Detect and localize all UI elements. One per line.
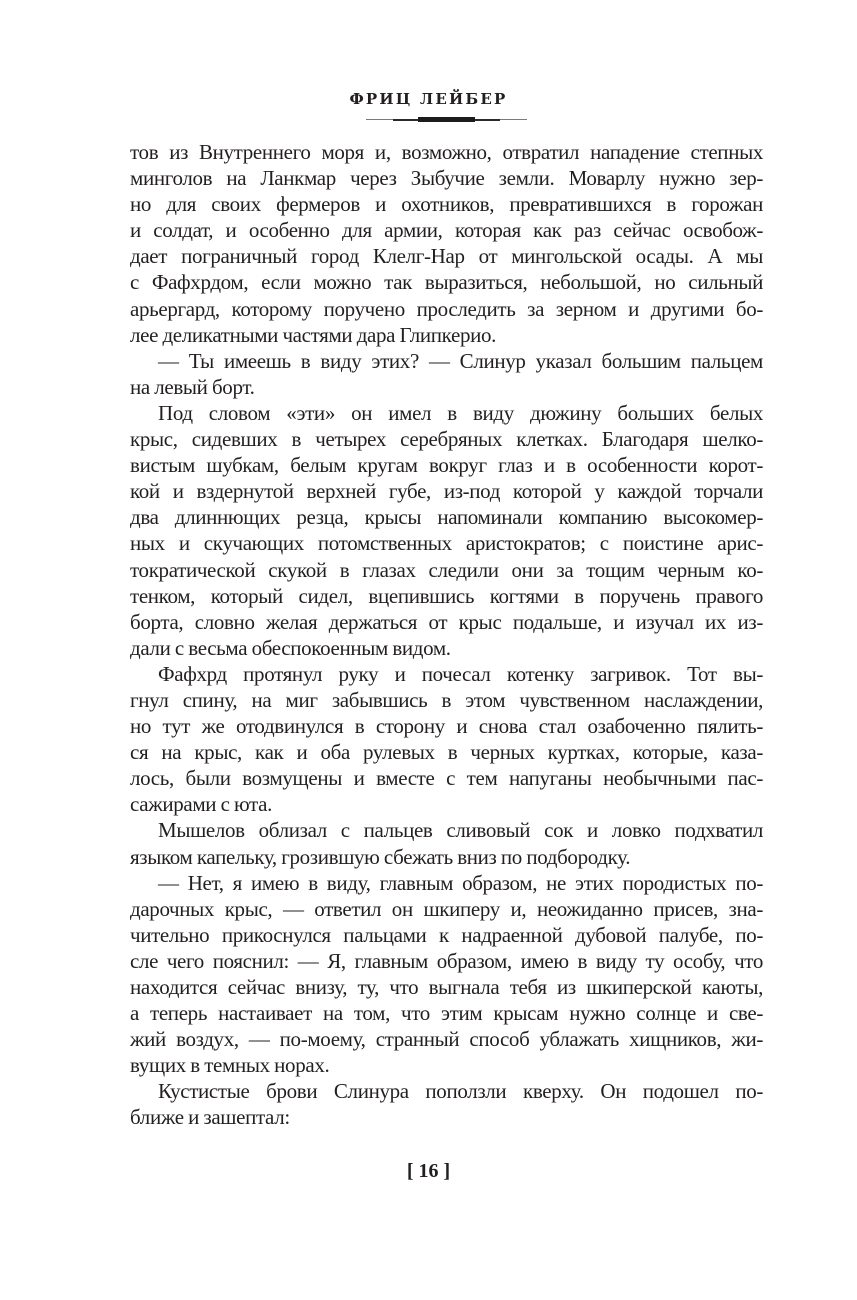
text-line: крыс, сидевших в четырех серебряных клетках. Благодаря шелко- — [130, 427, 763, 452]
text-line: тенком, который сидел, вцепившись когтями в поручень правого — [130, 583, 763, 608]
text-line: Фафхрд протянул руку и почесал котенку загривок. Тот вы- — [158, 661, 763, 686]
text-line: а теперь настаивает на том, что этим крысам нужно солнце и све- — [130, 1001, 763, 1026]
text-line: дарочных крыс, — ответил он шкиперу и, неожиданно присев, зна- — [130, 896, 763, 921]
text-line: — Ты имеешь в виду этих? — Слинур указал большим пальцем — [158, 348, 763, 373]
rule-thick-bar — [418, 117, 475, 122]
text-line: жий воздух, — по-моему, странный способ ублажать хищников, жи- — [130, 1027, 763, 1052]
text-line: с Фафхрдом, если можно так выразиться, небольшой, но сильный — [130, 270, 763, 295]
text-line: борта, словно желая держаться от крыс подальше, и изучал их из- — [130, 609, 763, 634]
text-line: чительно прикоснулся пальцами к надраенной дубовой палубе, по- — [130, 922, 763, 947]
text-line: на левый борт. — [130, 374, 255, 399]
text-line: тов из Внутреннего моря и, возможно, отвратил нападение степных — [130, 140, 763, 164]
header-ornamental-rule — [366, 117, 527, 122]
text-line: минголов на Ланкмар через Зыбучие земли. Моварлу нужно зер- — [130, 166, 763, 191]
text-line: ближе и зашептал: — [130, 1105, 290, 1130]
text-line: и солдат, и особенно для армии, которая как раз сейчас освобож- — [130, 218, 763, 243]
body-text — [130, 139, 763, 1131]
text-line: два длиннющих резца, крысы напоминали компанию высокомер- — [130, 505, 763, 530]
text-line: языком капельку, грозившую сбежать вниз по подбородку. — [130, 844, 631, 869]
text-line: вущих в темных норах. — [130, 1053, 330, 1078]
text-line: арьергард, которому поручено проследить за зерном и другими бо- — [130, 296, 763, 321]
text-line: — Нет, я имею в виду, главным образом, не этих породистых по- — [158, 870, 763, 895]
text-line: Кустистые брови Слинура поползли кверху. Он подошел по- — [158, 1079, 763, 1104]
text-line: сле чего пояснил: — Я, главным образом, имею в виду ту особу, что — [130, 948, 763, 973]
page-number: [ 16 ] — [406, 1160, 451, 1182]
text-line: гнул спину, на миг забывшись в этом чувственном наслаждении, — [130, 687, 763, 712]
text-line: лее деликатными частями дара Глипкерио. — [130, 322, 497, 347]
text-line: вистым шубкам, белым кругам вокруг глаз и в особенности корот- — [130, 453, 763, 478]
text-line: ных и скучающих потомственных аристократов; с поистине арис- — [130, 531, 763, 556]
text-line: но для своих фермеров и охотников, превратившихся в горожан — [130, 192, 763, 217]
text-line: ся на крыс, как и оба рулевых в черных куртках, которые, каза- — [130, 740, 763, 765]
running-head-author: ФРИЦ ЛЕЙБЕР — [349, 90, 508, 108]
text-line: Под словом «эти» он имел в виду дюжину больших белых — [158, 400, 763, 425]
text-line: дали с весьма обеспокоенным видом. — [130, 635, 451, 660]
text-line: но тут же отодвинулся в сторону и снова стал озабоченно пялить- — [130, 714, 763, 739]
text-line: сажирами с юта. — [130, 792, 272, 817]
text-line: Мышелов облизал с пальцев сливовый сок и ловко подхватил — [158, 818, 763, 843]
text-line: тократической скукой в глазах следили они за тощим черным ко- — [130, 557, 763, 582]
text-line: лось, были возмущены и вместе с тем напуганы необычными пас- — [130, 766, 763, 791]
text-line: дает пограничный город Клелг-Нар от мингольской осады. А мы — [130, 244, 763, 269]
text-line: находится сейчас внизу, ту, что выгнала тебя из шкиперской каюты, — [130, 975, 763, 999]
text-line: кой и вздернутой верхней губе, из-под которой у каждой торчали — [130, 479, 763, 504]
